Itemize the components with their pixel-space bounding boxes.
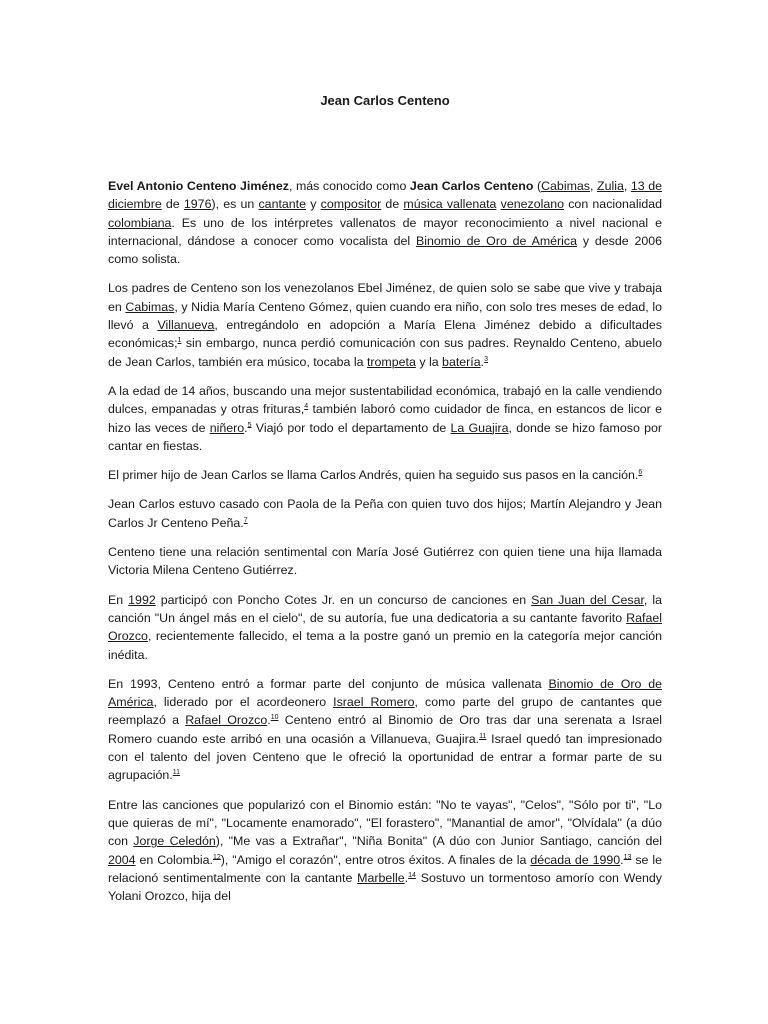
text-run: Centeno tiene una relación sentimental con María José Gutiérrez con quien tiene una hija llamada Victoria Milena Centeno Gutiérrez.	[108, 545, 662, 578]
wiki-link[interactable]: Cabimas	[125, 299, 175, 314]
text-run: , la canción "Un ángel más en el cielo", de su autoría, fue una dedicatoria a su cantante favorito	[108, 592, 662, 625]
footnote-ref	[638, 469, 642, 476]
footnote-link[interactable]: 1	[177, 337, 182, 345]
text-run: ,	[590, 179, 597, 193]
document-title: Jean Carlos Centeno	[320, 93, 450, 108]
footnote-link[interactable]: 4	[304, 403, 309, 411]
footnote-link[interactable]: 12	[213, 853, 221, 861]
wiki-link[interactable]: Israel Romero	[333, 695, 415, 710]
wiki-link[interactable]: Rafael Orozco	[108, 610, 662, 644]
footnote-link[interactable]: 3	[484, 355, 488, 363]
paragraph	[108, 495, 662, 532]
wiki-link[interactable]: niñero	[209, 420, 245, 435]
wiki-link[interactable]: 13 de diciembre	[108, 179, 662, 212]
text-run: Sostuvo un tormentoso amorío con Wendy Yolani Orozco, hija del	[108, 870, 663, 904]
wiki-link[interactable]: colombiana	[108, 215, 172, 230]
footnote-link[interactable]: 13	[623, 853, 632, 861]
wiki-link[interactable]: música vallenata	[403, 197, 497, 212]
wiki-link[interactable]: La Guajira	[450, 420, 509, 435]
text-run: , como parte del grupo de cantantes que reemplazó a	[108, 695, 663, 728]
text-run: Centeno entró al Binomio de Oro tras dar una serenata a Israel Romero cuando este arribó en una ocasión a Villanueva, Guajira.	[108, 713, 662, 746]
text-run: se le relacionó sentimentalmente con la cantante	[108, 852, 662, 885]
text-run: , liderado por el acordeonero	[153, 695, 334, 710]
footnote-link[interactable]: 6	[638, 469, 643, 477]
footnote-link[interactable]: 5	[247, 421, 252, 429]
text-run: y	[306, 197, 321, 212]
footnote-link[interactable]: 11	[479, 732, 487, 740]
text-run: El primer hijo de Jean Carlos se llama Carlos Andrés, quien ha seguido sus pasos en la canción.	[108, 468, 639, 483]
wiki-link[interactable]: batería	[442, 354, 481, 369]
footnote-link[interactable]: 14	[408, 871, 416, 879]
wiki-link[interactable]: Rafael Orozco	[185, 713, 268, 728]
text-run: , donde se hizo famoso por cantar en fiestas.	[108, 420, 662, 453]
text-run: también laboró como cuidador de finca, en estancos de licor e hizo las veces de	[108, 402, 662, 435]
footnote-link[interactable]: 11	[172, 769, 181, 777]
text-run: de	[161, 197, 184, 212]
text-run: En 1993, Centeno entró a formar parte del conjunto de música vallenata	[108, 676, 549, 691]
wiki-link[interactable]: Binomio de Oro de América	[108, 676, 662, 710]
text-run: Los padres de Centeno son los venezolanos Ebel Jiménez, de quien solo se sabe que vive y trabaja en	[108, 281, 662, 314]
text-run: con nacionalidad	[564, 197, 662, 212]
bold-name: Jean Carlos Centeno	[409, 179, 534, 193]
text-run: .	[267, 713, 271, 728]
text-run: Entre las canciones que popularizó con el Binomio están: "No te vayas", "Celos", "Sólo por ti", "Lo que quieras de mí", "Locamente enamorado", "El forastero", "Manantial de amor", "Olvídala" (a dúo con	[108, 797, 662, 849]
paragraph	[108, 279, 662, 370]
footnote-ref	[213, 853, 221, 860]
wiki-link[interactable]: 1976	[183, 197, 212, 212]
wiki-link[interactable]: Cabimas	[541, 179, 590, 193]
article-body	[108, 177, 662, 905]
wiki-link[interactable]: compositor	[320, 197, 382, 212]
text-run: , entregándolo en adopción a María Elena Jiménez debido a dificultades económicas;	[108, 318, 662, 351]
text-run: y desde 2006 como solista.	[108, 233, 663, 267]
wiki-link[interactable]: San Juan del Cesar	[531, 592, 644, 607]
text-run: En	[108, 592, 129, 607]
text-run: .	[244, 420, 248, 435]
wiki-link[interactable]: Villanueva	[157, 318, 215, 333]
text-run: ), "Amigo el corazón", entre otros éxitos. A finales de la	[220, 852, 531, 867]
text-run: Jean Carlos estuvo casado con Paola de la Peña con quien tuvo dos hijos; Martín Alejandro y Jean Carlos Jr Centeno Peña.	[108, 497, 662, 530]
paragraph	[108, 382, 662, 455]
wiki-link[interactable]: Zulia	[597, 179, 624, 193]
wiki-link[interactable]: 2004	[108, 852, 136, 867]
text-run: .	[620, 852, 624, 867]
paragraph	[108, 591, 662, 664]
text-run: Israel quedó tan impresionado con el talento del joven Centeno que le ofreció la oportunidad de entrar a formar parte de su agrupación.	[108, 731, 662, 783]
text-run: ), "Me vas a Extrañar", "Niña Bonita" (A dúo con Junior Santiago, canción del	[215, 834, 662, 849]
wiki-link[interactable]: Jorge Celedón	[133, 834, 216, 849]
text-run: A la edad de 14 años, buscando una mejor sustentabilidad económica, trabajó en la calle vendiendo dulces, empanadas y otras frituras,	[108, 383, 662, 417]
paragraph	[108, 543, 662, 580]
wiki-link[interactable]: 1992	[128, 592, 156, 607]
text-run: ,	[623, 179, 631, 193]
footnote-ref	[484, 356, 488, 363]
wiki-link[interactable]: Marbelle	[357, 870, 405, 885]
wiki-link[interactable]: venezolano	[500, 197, 565, 212]
text-run: sin embargo, nunca perdió comunicación con sus padres. Reynaldo Centeno, abuelo de Jean Carlos, también era músico, tocaba la	[108, 336, 662, 369]
paragraph	[108, 796, 662, 906]
text-run: , más conocido como	[288, 179, 410, 193]
footnote-link[interactable]: 7	[243, 516, 248, 524]
footnote-link[interactable]: 10	[270, 714, 279, 722]
wiki-link[interactable]: cantante	[258, 197, 307, 212]
wiki-link[interactable]: década de 1990	[530, 852, 621, 867]
text-run: . Es uno de los intérpretes vallenatos de mayor reconocimiento a nivel nacional e internacional, dándose a conocer como vocalista del	[108, 215, 662, 248]
text-run: ), es un	[211, 197, 259, 212]
footnote-ref	[408, 872, 416, 879]
text-run: , recientemente fallecido, el tema a la postre ganó un premio en la categoría mejor canción inédita.	[108, 629, 662, 662]
footnote-ref	[173, 769, 180, 776]
text-run: y la	[415, 354, 443, 369]
wiki-link[interactable]: Binomio de Oro de América	[416, 233, 578, 248]
bold-name: Evel Antonio Centeno Jiménez	[108, 179, 289, 193]
text-run: .	[404, 870, 409, 885]
paragraph	[108, 177, 662, 268]
text-run: , y Nidia María Centeno Gómez, quien cuando era niño, con solo tres meses de edad, lo llevó a	[108, 299, 662, 333]
paragraph	[108, 466, 662, 484]
text-run: de	[381, 197, 404, 212]
text-run: .	[480, 354, 485, 369]
text-run: participó con Poncho Cotes Jr. en un concurso de canciones en	[155, 592, 532, 607]
text-run: Viajó por todo el departamento de	[251, 420, 451, 435]
footnote-ref	[244, 517, 248, 524]
paragraph	[108, 675, 662, 785]
text-run: (	[533, 179, 542, 193]
text-run: en Colombia.	[135, 852, 213, 867]
wiki-link[interactable]: trompeta	[366, 354, 416, 369]
